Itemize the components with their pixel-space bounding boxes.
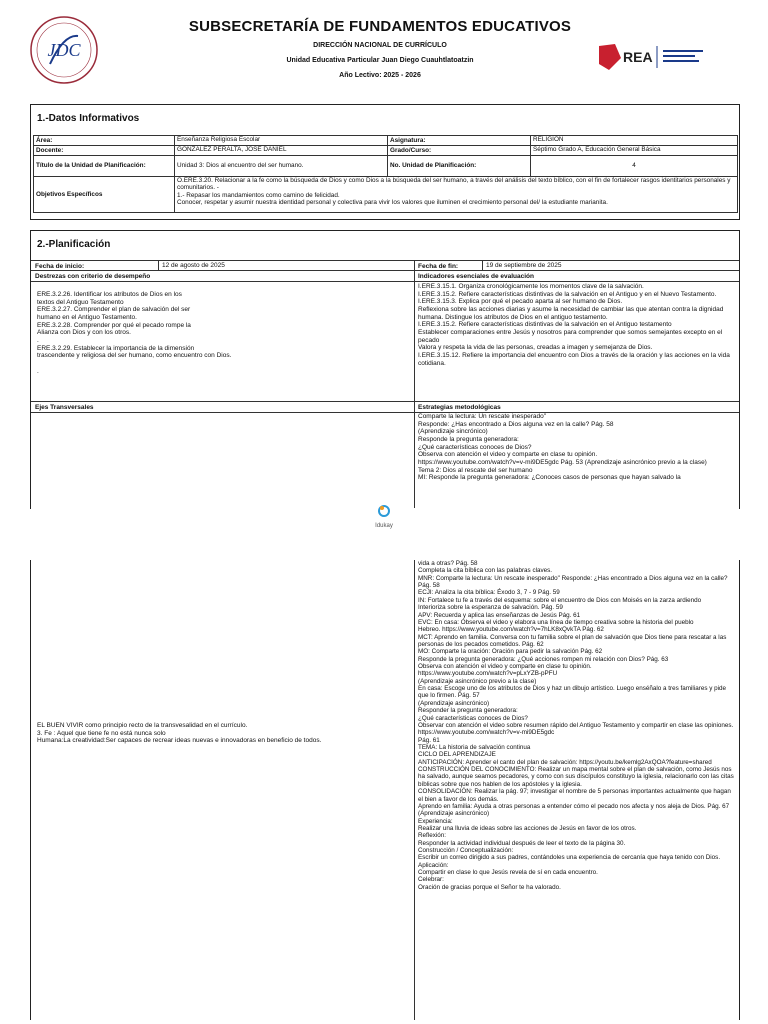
divider	[158, 260, 159, 270]
destrezas-text: ERE.3.2.26. Identificar los atributos de Dios en los textos del Antiguo Testamento ERE.3.2.27. Comprender el plan de salvación del ser humano en el Antiguo Testamento. ERE.3.2.28. Comprender por qué el pecado rompe la Alianza con Dios y con los otros. . ERE.3.2.29. Establecer la importancia de la dimensión trascendente y religiosa del ser humano, como encuentro con Dios. .	[37, 291, 232, 375]
header-line-direccion: DIRECCIÓN NACIONAL DE CURRÍCULO	[313, 42, 447, 49]
nunidad-value: 4	[531, 156, 738, 177]
area-label: Área:	[34, 136, 175, 146]
estrategias-label: Estrategias metodológicas	[418, 404, 501, 411]
planificacion-section	[30, 230, 740, 509]
asignatura-label: Asignatura:	[388, 136, 531, 146]
idukay-watermark	[368, 504, 400, 529]
divider	[31, 281, 739, 282]
document-header	[20, 10, 740, 92]
idukay-logo-icon	[377, 504, 391, 518]
area-value: Enseñanza Religiosa Escolar	[175, 136, 388, 146]
svg-text:JDC: JDC	[47, 40, 81, 60]
svg-text:REA: REA	[623, 49, 653, 65]
datos-table	[33, 135, 738, 213]
ejes-text: EL BUEN VIVIR como principio recto de la transvesalidad en el currículo. 3. Fe : Aquel que tiene fe no está nunca solo Humana:La creatividad:Ser capaces de recrear ideas nuevas e innovadoras en beneficio de todos.	[37, 722, 322, 745]
indicadores-text: I.ERE.3.15.1. Organiza cronológicamente los momentos clave de la salvación. I.ERE.3.15.2. Refiere características distintivas de la salvación en el Antiguo y en el Nuevo Testamento. I.ERE.3.15.3. Explica por qué el pecado aparta al ser humano de Dios. Reflexiona sobre las acciones diarias y asume la necesidad de cambiar las que atentan contra la dignidad humana. Distingue los atributos de Dios en el antiguo testamento. I.ERE.3.15.2. Refiere características distintivas de la salvación en el Antiguo testamento Establecer comparaciones entre Jesús y nosotros para comprender que somos semejantes excepto en el pecado Valora y respeta la vida de las personas, creadas a imagen y semejanza de Dios. I.ERE.3.15.12. Refiere la importancia del encuentro con Dios a través de la oración y las acciones en la vida cotidiana.	[418, 283, 730, 367]
fecha-inicio-value: 12 de agosto de 2025	[162, 262, 225, 269]
fecha-fin-label: Fecha de fin:	[418, 263, 459, 270]
objetivos-value: O.ERE.3.20. Relacionar a la fe como la búsqueda de Dios y como Dios a la búsqueda del ser humano, a través del análisis del texto bíblico, con el fin de fortalecer rasgos identitarios personales y comunitarios. - 1.- Repasar los mandamientos como camino de felicidad. Conocer, respetar y asumir nuestra identidad personal y colectiva para vivir los valores que iluminen el crecimiento personal del/ la estudiante marianita.	[175, 177, 738, 213]
nunidad-label: No. Unidad de Planificación:	[388, 156, 531, 177]
planificacion-continuation	[30, 560, 740, 1020]
fecha-fin-value: 19 de septiembre de 2025	[486, 262, 562, 269]
divider	[31, 260, 739, 261]
objetivos-label: Objetivos Específicos	[34, 177, 175, 213]
grado-label: Grado/Curso:	[388, 146, 531, 156]
datos-informativos-section	[30, 104, 740, 220]
unidad-value: Unidad 3: Dios al encuentro del ser humano.	[175, 156, 388, 177]
grado-value: Séptimo Grado A, Educación General Básica	[531, 146, 738, 156]
docente-label: Docente:	[34, 146, 175, 156]
divider	[414, 560, 415, 1020]
asignatura-value: RELIGION	[531, 136, 738, 146]
estrategias-text-part1: Comparte la lectura: Un rescate inesperado" Responde: ¿Has encontrado a Dios alguna vez en la calle? Pág. 58 (Aprendizaje sincrónico) Responde la pregunta generadora: ¿Qué características conoces de Dios? Observa con atención el video y comparte en clase tu opinión. https://www.youtube.com/watch?v=v-mi9DE5gdc Pág. 53 (Aprendizaje asincrónico previo a la clase) Tema 2: Dios al rescate del ser humano MI: Responde la pregunta generadora: ¿Conoces casos de personas que hayan salvado la	[418, 413, 707, 482]
indicadores-label: Indicadores esenciales de evaluación	[418, 273, 534, 280]
header-line-unidad-educativa: Unidad Educativa Particular Juan Diego Cuauhtlatoatzin	[286, 57, 474, 64]
header-line-anio-lectivo: Año Lectivo: 2025 - 2026	[339, 72, 421, 79]
fecha-inicio-label: Fecha de inicio:	[35, 263, 85, 270]
idukay-label: Idukay	[375, 523, 393, 529]
divider	[414, 260, 415, 508]
section-title-datos: 1.-Datos Informativos	[37, 113, 140, 124]
unidad-label: Título de la Unidad de Planificación:	[34, 156, 175, 177]
destrezas-label: Destrezas con criterio de desempeño	[35, 273, 151, 280]
rea-logo	[595, 40, 725, 74]
ejes-label: Ejes Transversales	[35, 404, 94, 411]
divider	[31, 401, 739, 402]
docente-value: GONZALEZ PERALTA, JOSE DANIEL	[175, 146, 388, 156]
page-title: SUBSECRETARÍA DE FUNDAMENTOS EDUCATIVOS	[188, 18, 572, 35]
estrategias-text-part2: vida a otras? Pág. 58 Completa la cita bíblica con las palabras claves. MNR: Comparte la lectura: Un rescate inesperado" Responde: ¿Has encontrado a Dios alguna vez en la calle? Pág. 58 ECJI: Analiza la cita bíblica: Éxodo 3, 7 - 9 Pág. 59 IN: Fortalece tu fe a través del esquema: sobre el encuentro de Dios con Moisés en la zarza ardiendo Interioriza sobre la esperanza de salvación. Pág. 59 APV: Recuerda y aplica las enseñanzas de Jesús Pág. 61 EVC: En casa: Observa el video y elabora una línea de tiempo creativa sobre la historia del pueblo Hebreo. https://www.youtube.com/watch?v=7hLK8xQvkTA Pág. 62 MCT: Aprendo en familia. Conversa con tu familia sobre el plan de salvación que Dios tiene para rescatar a las personas de los pecados cometidos. Pág. 62 MO: Comparte la oración: Oración para pedir la salvación Pág. 62 Responde la pregunta generadora: ¿Qué acciones rompen mi relación con Dios? Pág. 63 Observa con atención el video y comparte en clase tu opinión. https://www.youtube.com/watch?v=pLxYZB-pPFU (Aprendizaje asincrónico previo a la clase) En casa: Escoge uno de los atributos de Dios y haz un dibujo artístico. Luego enséñalo a tres familiares y pide que lo firmen. Pág. 57 (Aprendizaje asincrónico) Responder la pregunta generadora: ¿Qué características conoces de Dios? Observar con atención el video sobre resumen rápido del Antiguo Testamento y compartir en clase las opiniones. https://www.youtube.com/watch?v=v-mi9DE5gdc Pág. 61 TEMA: La historia de salvación continua CICLO DEL APRENDIZAJE ANTICIPACIÓN: Aprender el canto del plan de salvación: https://youtu.be/kemlg2AxQOA?feature=shared CONSTRUCCIÓN DEL CONOCIMIENTO: Realizar un mapa mental sobre el plan de salvación, como Jesús nos ha salvado, aunque seamos pecadores, y como con sus discípulos constituyo la iglesia, relacionarlo con las citas bíblicas sobre que nos hablen de los apóstoles y la iglesia. CONSOLIDACIÓN: Realizar la pág. 97; investigar el nombre de 5 personas importantes actualmente que hagan el bien a favor de los demás. Aprendo en familia: Ayuda a otras personas a entender cómo el pecado nos afecta y nos aleja de Dios. Pág. 67 (Aprendizaje asincrónico) Experiencia: Realizar una lluvia de ideas sobre las acciones de Jesús en favor de los otros. Reflexión: Responder la actividad individual después de leer el texto de la página 30. Construcción / Conceptualización: Escribir un correo dirigido a sus padres, contándoles una experiencia de cercanía que haya tenido con Dios. Aplicación: Compartir en clase lo que Jesús revela de sí en cada encuentro. Celebrar: Oración de gracias porque el Señor te ha valorado.	[418, 560, 734, 891]
divider	[31, 270, 739, 271]
section-title-planificacion: 2.-Planificación	[37, 239, 111, 250]
divider	[482, 260, 483, 270]
